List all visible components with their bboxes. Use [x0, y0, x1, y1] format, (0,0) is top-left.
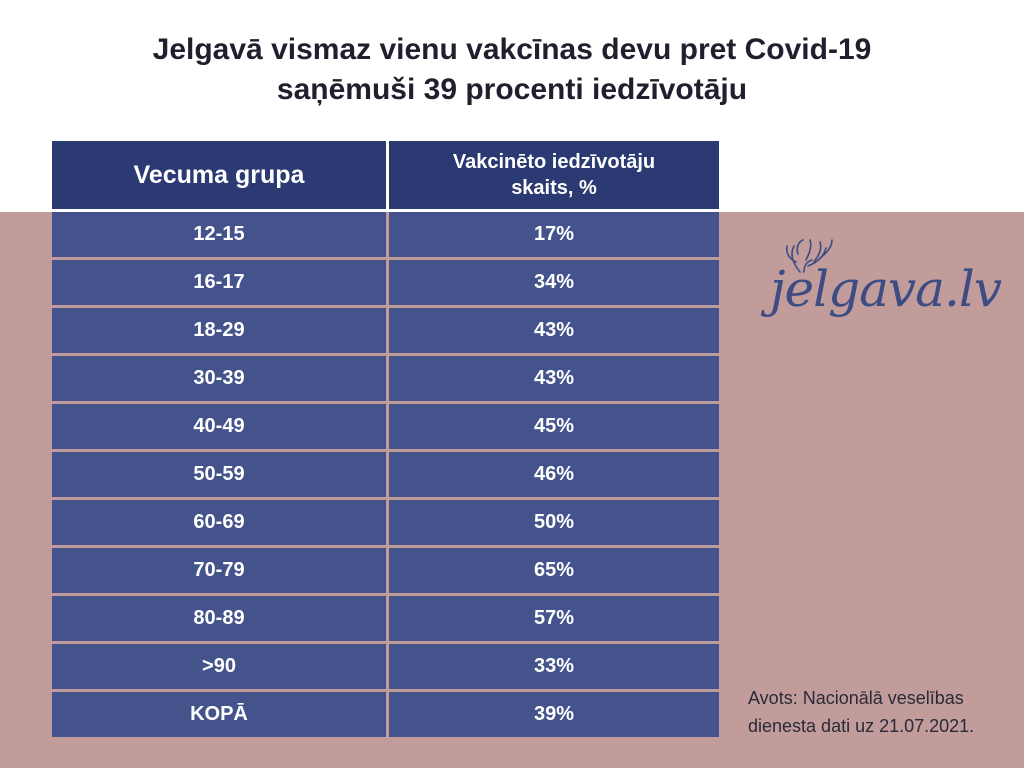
age-cell: 80-89 — [52, 596, 386, 641]
pct-cell: 34% — [389, 260, 719, 305]
source-line-2: dienesta dati uz 21.07.2021. — [748, 716, 975, 736]
pct-cell-total: 39% — [389, 692, 719, 737]
pct-cell: 43% — [389, 356, 719, 401]
vaccination-table — [49, 138, 722, 740]
source-note — [748, 684, 1018, 740]
table-row — [52, 452, 719, 497]
header-age-group: Vecuma grupa — [52, 141, 386, 209]
age-cell: 12-15 — [52, 212, 386, 257]
pct-cell: 50% — [389, 500, 719, 545]
title-line-1: Jelgavā vismaz vienu vakcīnas devu pret Covid-19 — [152, 33, 872, 66]
table-row — [52, 308, 719, 353]
page-title — [0, 30, 1024, 110]
table-row — [52, 500, 719, 545]
age-cell: 40-49 — [52, 404, 386, 449]
header-vaccinated-line-1: Vakcinēto iedzīvotāju — [452, 151, 656, 173]
pct-cell: 65% — [389, 548, 719, 593]
logo-text: jelgava.lv — [770, 260, 1002, 318]
pct-cell: 57% — [389, 596, 719, 641]
table-row — [52, 644, 719, 689]
age-cell: 50-59 — [52, 452, 386, 497]
table-row — [52, 596, 719, 641]
age-cell: 70-79 — [52, 548, 386, 593]
table-row — [52, 404, 719, 449]
table-row — [52, 260, 719, 305]
table-row — [52, 212, 719, 257]
age-cell: 16-17 — [52, 260, 386, 305]
table-header-row — [52, 141, 719, 209]
title-line-2: saņēmuši 39 procenti iedzīvotāju — [276, 73, 748, 106]
source-line-1: Avots: Nacionālā veselības — [748, 688, 964, 708]
table-row — [52, 356, 719, 401]
age-cell: 60-69 — [52, 500, 386, 545]
pct-cell: 43% — [389, 308, 719, 353]
table-row-total — [52, 692, 719, 737]
age-cell: 18-29 — [52, 308, 386, 353]
pct-cell: 45% — [389, 404, 719, 449]
pct-cell: 33% — [389, 644, 719, 689]
pct-cell: 46% — [389, 452, 719, 497]
age-cell: >90 — [52, 644, 386, 689]
pct-cell: 17% — [389, 212, 719, 257]
header-vaccinated-line-2: skaits, % — [511, 177, 597, 199]
table-row — [52, 548, 719, 593]
header-vaccinated-pct — [389, 141, 719, 209]
age-cell-total: KOPĀ — [52, 692, 386, 737]
jelgava-logo — [770, 232, 1002, 332]
age-cell: 30-39 — [52, 356, 386, 401]
